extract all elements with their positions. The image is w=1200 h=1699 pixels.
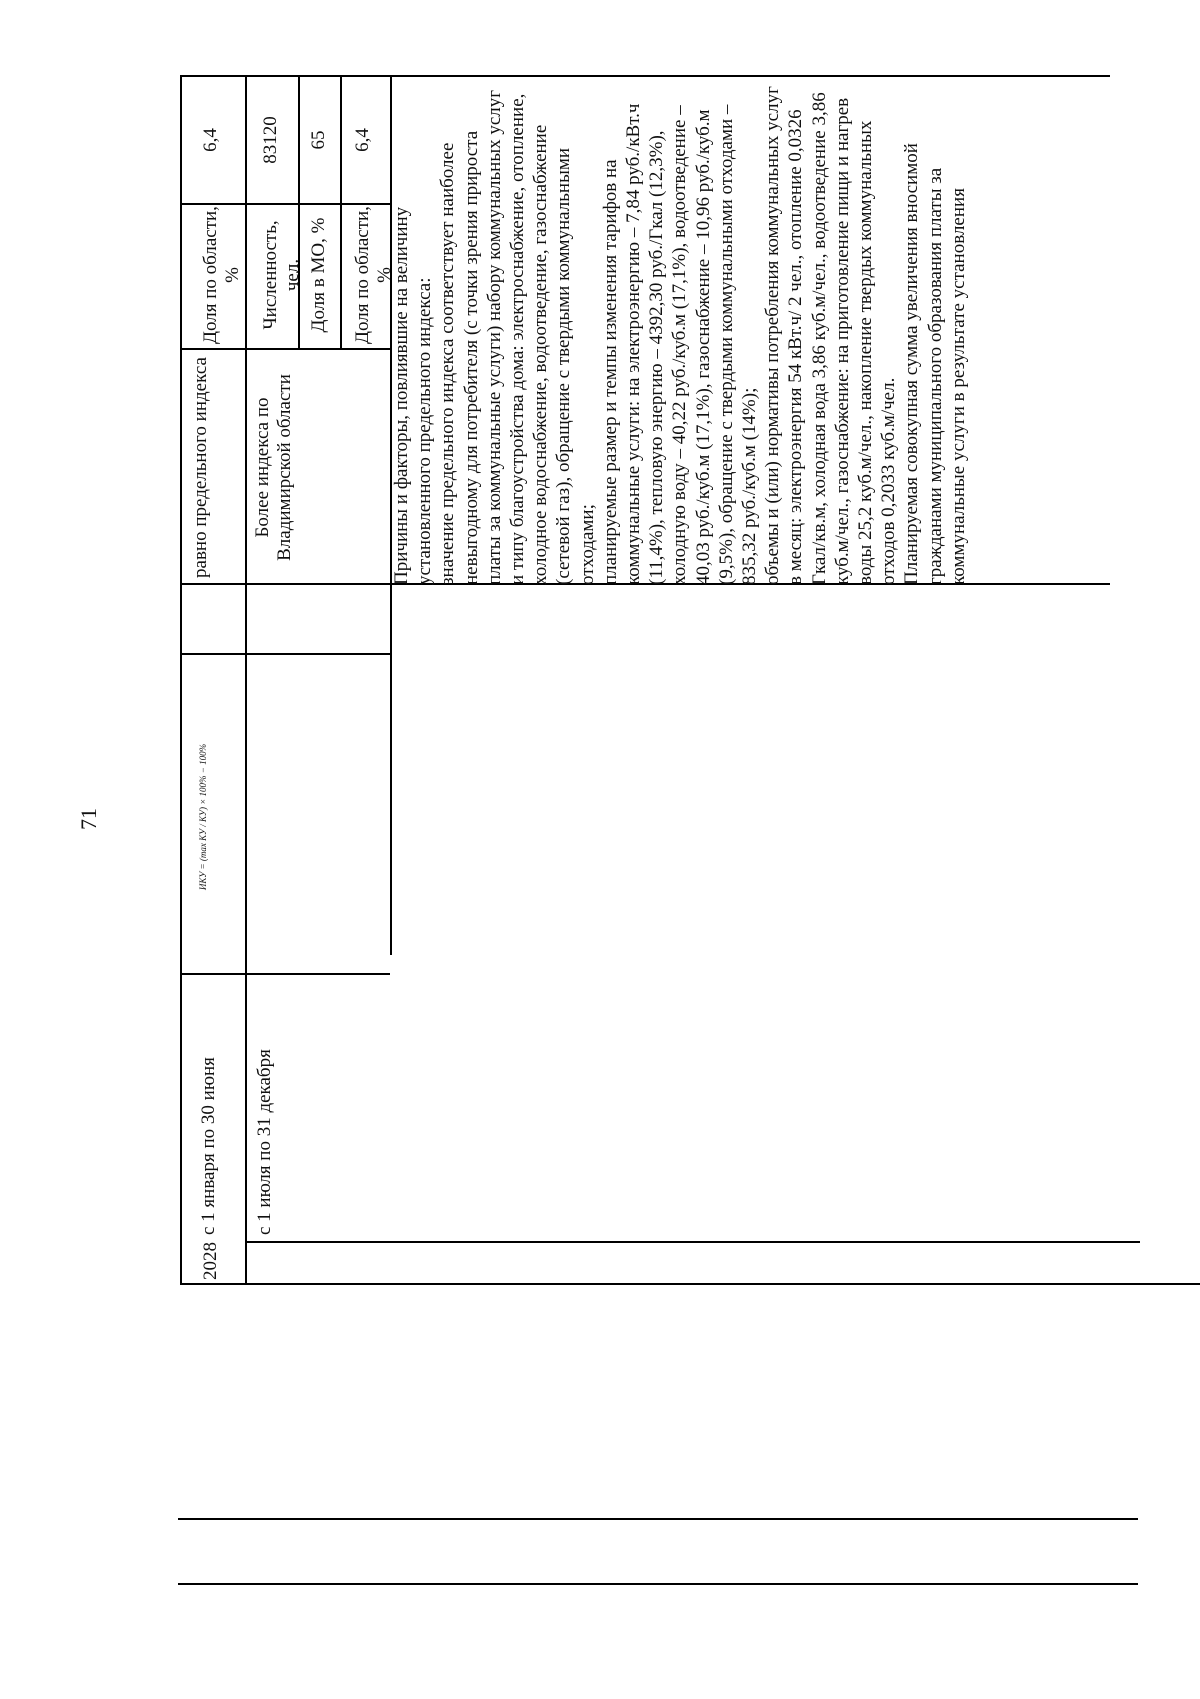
table-top-border: [180, 75, 182, 1285]
period-row-line: [245, 1242, 1140, 1244]
reasons-paragraph: Планируемая совокупная сумма увеличения вносимой гражданами муниципального образования платы за коммунальные услуги в результате установления: [901, 143, 969, 585]
col-line-formula: [180, 654, 390, 656]
col-line-share: [180, 349, 390, 351]
reasons-paragraph: значение предельного индекса соответствует наиболее невыгодному для потребителя (с точки зрения прироста платы за коммунальные услуги) набору коммунальных услуг и типу благоустройства дома: электроснабжение, отопление, холодное водоснабжение, водоотведение, газоснабжение (сетевой газ), обращение с твердыми коммунальными отходами;: [437, 89, 598, 585]
share-region-value-2: 6,4: [352, 128, 373, 152]
rotated-table: [180, 75, 1150, 1285]
row-divider-inner-a: [245, 75, 247, 350]
limit-index-label: равно предельного индекса: [190, 357, 211, 578]
reasons-paragraph: планируемые размер и темпы изменения тарифов на коммунальные услуги: на электроэнергию – 7,84 руб./кВт.ч (11,4%), тепловую энергию – 4392,30 руб./Гкал (12,3%), холодную воду – 40,22 руб./куб.м (17,1%), водоотведение – 40,03 руб./куб.м (17,1%), газоснабжение – 10,96 руб./куб.м (9,5%), обращение с твердыми коммунальными отходами – 835,32 руб./куб.м (14%);: [599, 103, 761, 585]
year-column-line: [180, 1284, 1150, 1286]
reasons-text: [390, 80, 970, 585]
year-cell: 2028: [200, 1242, 221, 1280]
population-label: Численность, чел.: [260, 220, 303, 330]
share-region-label-1: Доля по области, %: [200, 206, 243, 344]
reasons-paragraph: объемы и (или) нормативы потребления коммунальных услуг в месяц: электроэнергия 54 кВт.ч/ 2 чел., отопление 0,0326 Гкал/кв.м, холодная вода 3,86 куб.м/чел., водоотведение 3,86 куб.м/чел., газоснабжение: на приготовление пищи и нагрев воды 25,2 куб.м/чел., накопление твердых коммунальных отходов 0,2033 куб.м/чел.: [762, 86, 900, 585]
table-right-border: [180, 76, 1110, 78]
table-rule-b: [178, 1583, 1138, 1585]
page-number: 71: [76, 808, 101, 830]
share-region-value-1: 6,4: [200, 128, 221, 152]
table-rule-a: [178, 1518, 1138, 1520]
share-region-label-2: Доля по области, %: [352, 206, 395, 344]
row-divider-inner-c: [340, 75, 342, 350]
above-index-label: Более индекса по Владимирской области: [252, 374, 295, 561]
period-first-half: с 1 января по 30 июня: [198, 1057, 219, 1235]
period-second-half: с 1 июля по 31 декабря: [254, 1049, 275, 1235]
formula: ИКУ = (max КУ / КУ) × 100% − 100%: [198, 743, 208, 891]
population-value: 83120: [260, 116, 281, 164]
reasons-paragraph: Причины и факторы, повлиявшие на величину установленного предельного индекса:: [391, 206, 436, 585]
share-mo-value: 65: [308, 130, 329, 150]
share-mo-label: Доля в МО, %: [308, 217, 329, 333]
